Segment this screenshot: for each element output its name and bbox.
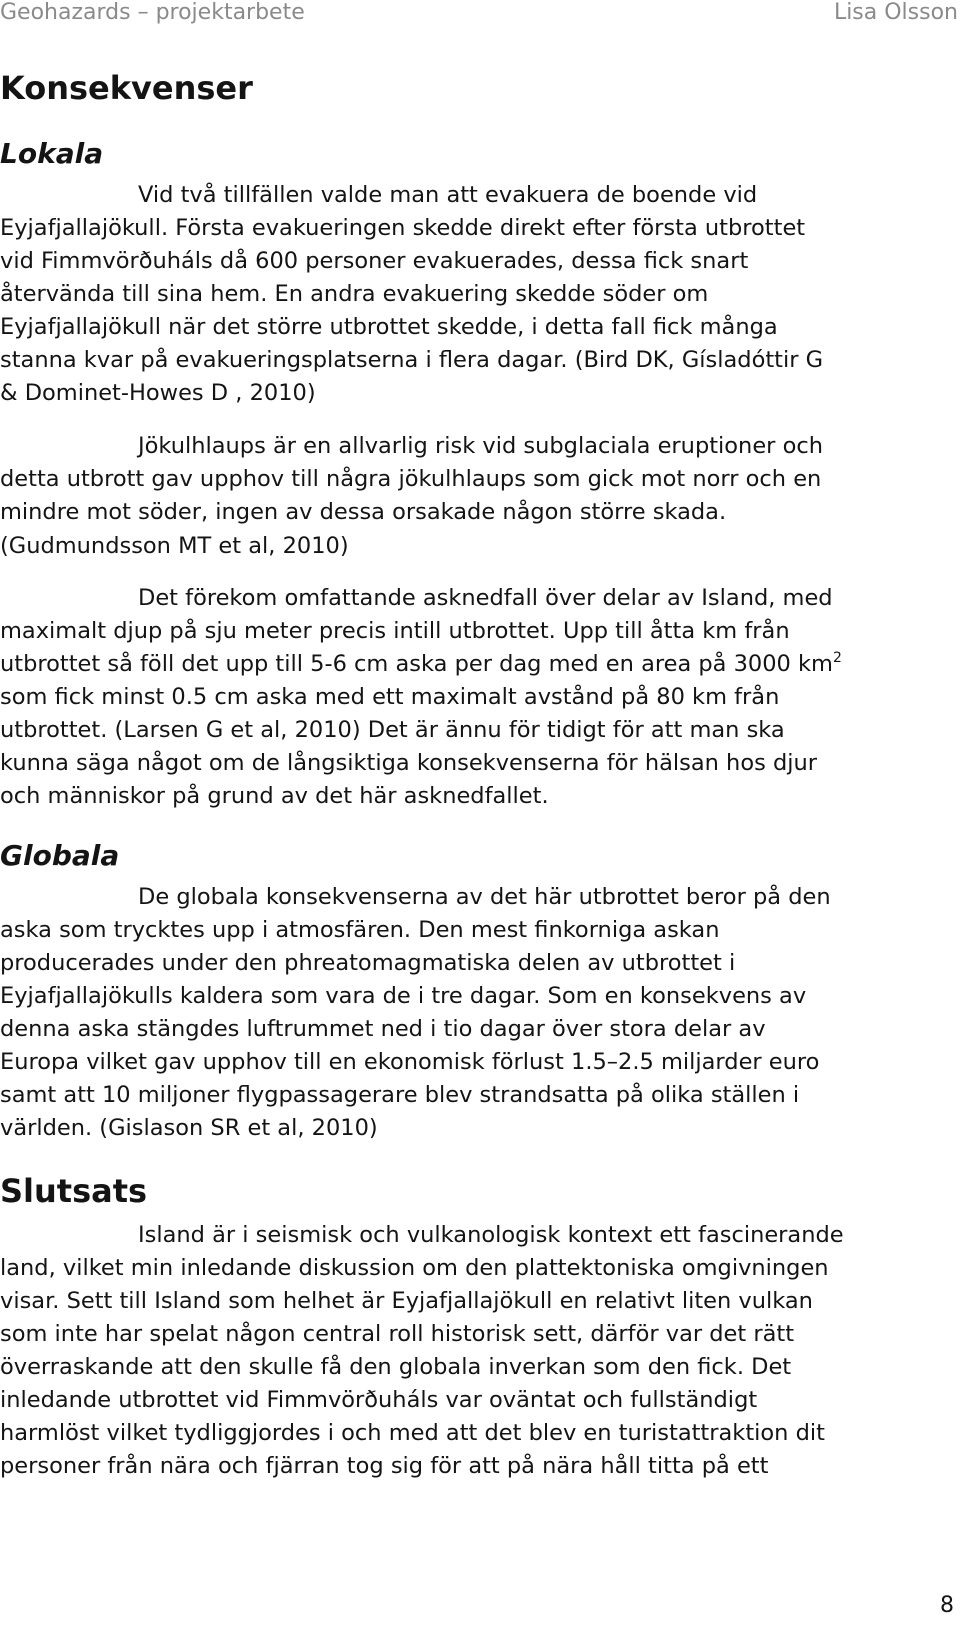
text-line: inledande utbrottet vid Fimmvörðuháls var oväntat och fullständigt — [0, 1387, 758, 1413]
text-line: aska som trycktes upp i atmosfären. Den mest finkorniga askan — [0, 917, 720, 943]
header-author: Lisa Olsson — [833, 0, 958, 25]
text-line: Vid två tillfällen valde man att evakuera de boende vid — [138, 182, 758, 208]
text-line: land, vilket min inledande diskussion om den plattektoniska omgivningen — [0, 1255, 829, 1281]
text-line — [0, 649, 842, 679]
heading-konsekvenser: Konsekvenser — [0, 69, 253, 107]
text-line: Eyjafjallajökull. Första evakueringen skedde direkt efter första utbrottet — [0, 215, 806, 241]
text-line: personer från nära och fjärran tog sig för att på nära håll titta på ett — [0, 1453, 769, 1479]
text-line: som inte har spelat någon central roll historisk sett, därför var det rätt — [0, 1321, 795, 1347]
text-line: världen. (Gislason SR et al, 2010) — [0, 1115, 378, 1141]
text-line: Island är i seismisk och vulkanologisk kontext ett fascinerande — [138, 1222, 844, 1248]
text-line: Eyjafjallajökulls kaldera som vara de i tre dagar. Som en konsekvens av — [0, 983, 807, 1009]
text-line: samt att 10 miljoner flygpassagerare blev strandsatta på olika ställen i — [0, 1082, 800, 1108]
text-line: överraskande att den skulle få den globala inverkan som den fick. Det — [0, 1354, 792, 1380]
text-line: Jökulhlaups är en allvarlig risk vid subglaciala eruptioner och — [138, 433, 823, 459]
text-line: producerades under den phreatomagmatiska delen av utbrottet i — [0, 950, 736, 976]
text-line: harmlöst vilket tydliggjordes i och med att det blev en turistattraktion dit — [0, 1420, 825, 1446]
text-line: kunna säga något om de långsiktiga konsekvenserna för hälsan hos djur — [0, 750, 817, 776]
text-line: återvända till sina hem. En andra evakuering skedde söder om — [0, 281, 709, 307]
text-line: visar. Sett till Island som helhet är Eyjafjallajökull en relativt liten vulkan — [0, 1288, 813, 1314]
heading-globala: Globala — [0, 839, 120, 872]
text-line: och människor på grund av det här asknedfallet. — [0, 783, 549, 809]
superscript-2: 2 — [832, 650, 842, 666]
text-line: Eyjafjallajökull när det större utbrottet skedde, i detta fall fick många — [0, 314, 778, 340]
heading-lokala: Lokala — [0, 137, 104, 170]
heading-slutsats: Slutsats — [0, 1172, 148, 1210]
text-line: & Dominet-Howes D , 2010) — [0, 380, 316, 406]
text-line: De globala konsekvenserna av det här utbrottet beror på den — [138, 884, 831, 910]
text-line: utbrottet. (Larsen G et al, 2010) Det är ännu för tidigt för att man ska — [0, 717, 785, 743]
header-title: Geohazards – projektarbete — [0, 0, 305, 25]
text-line: denna aska stängdes luftrummet ned i tio dagar över stora delar av — [0, 1016, 766, 1042]
text-line: som fick minst 0.5 cm aska med ett maximalt avstånd på 80 km från — [0, 684, 780, 710]
page-header — [0, 0, 960, 26]
text-line: vid Fimmvörðuháls då 600 personer evakuerades, dessa fick snart — [0, 248, 749, 274]
text-line: detta utbrott gav upphov till några jökulhlaups som gick mot norr och en — [0, 466, 822, 492]
text-line: Europa vilket gav upphov till en ekonomisk förlust 1.5–2.5 miljarder euro — [0, 1049, 820, 1075]
text-line: stanna kvar på evakueringsplatserna i flera dagar. (Bird DK, Gísladóttir G — [0, 347, 824, 373]
text-line: mindre mot söder, ingen av dessa orsakade någon större skada. — [0, 499, 727, 525]
text-line-main: utbrottet så föll det upp till 5-6 cm aska per dag med en area på 3000 km — [0, 651, 833, 677]
page-number: 8 — [940, 1593, 954, 1618]
text-line: (Gudmundsson MT et al, 2010) — [0, 533, 349, 559]
text-line: maximalt djup på sju meter precis intill utbrottet. Upp till åtta km från — [0, 618, 790, 644]
text-line: Det förekom omfattande asknedfall över delar av Island, med — [138, 585, 833, 611]
